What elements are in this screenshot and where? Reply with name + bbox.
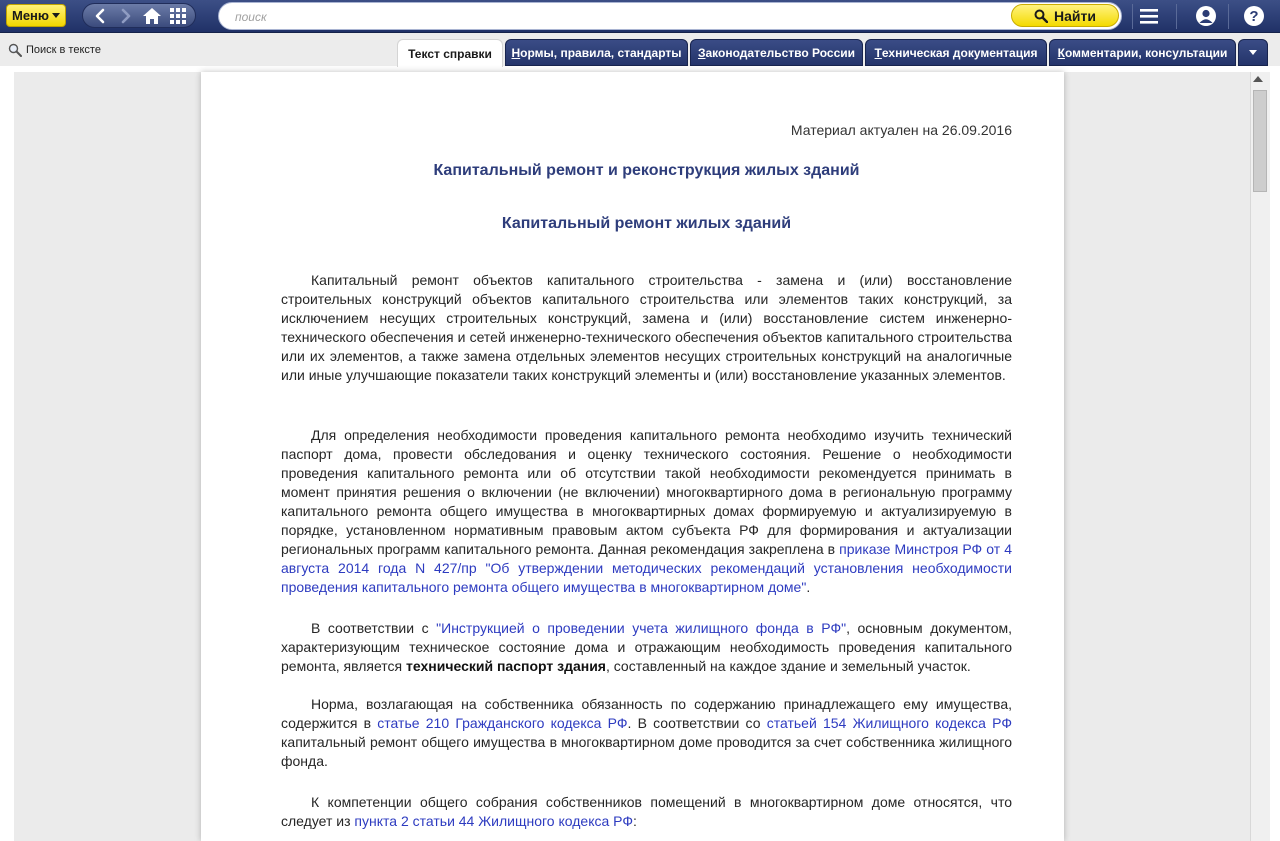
tab-help-text[interactable] <box>397 39 503 67</box>
search-in-text-link[interactable] <box>8 43 101 57</box>
paragraph <box>281 695 1012 771</box>
divider <box>1132 4 1133 29</box>
navigation-group <box>82 3 196 28</box>
search-in-text-label: Поиск в тексте <box>26 44 101 56</box>
search-box <box>218 2 1122 30</box>
document-link[interactable]: приказе Минстроя РФ от 4 августа 2014 года N 427/пр "Об утверждении методических рекомендаций установления необходимости проведения капитального ремонта общего имущества в многоквартирном доме" <box>281 541 1013 595</box>
section-title: Капитальный ремонт жилых зданий <box>501 215 792 232</box>
tab-label: ормы, правила, стандарты <box>520 45 682 60</box>
chevron-down-icon <box>52 13 60 18</box>
user-icon[interactable] <box>1192 3 1220 29</box>
paragraph-text: . В соответствии со <box>627 715 767 731</box>
paragraph-text: : <box>632 813 637 829</box>
scrollbar-thumb[interactable] <box>1253 90 1267 192</box>
document-link[interactable]: статьей 154 Жилищного кодекса РФ <box>766 715 1012 731</box>
paragraph-text: , основным документом, характеризующим техническое состояние дома и отражающим необходимость проведения капитального ремонта, является <box>281 620 1013 674</box>
tab-label: Текст справки <box>408 46 492 61</box>
actuality-date: Материал актуален на 26.09.2016 <box>790 122 1012 138</box>
tab-label: ехническая документация <box>881 45 1038 60</box>
tab-label-hotkey: Т <box>874 45 882 60</box>
bold-term: технический паспорт здания <box>406 658 606 674</box>
back-icon[interactable] <box>89 6 111 26</box>
tab-norms[interactable] <box>505 39 688 66</box>
document-title: Капитальный ремонт и реконструкция жилых зданий <box>433 162 860 179</box>
paragraph-text: В соответствии с <box>311 620 437 636</box>
magnifier-icon <box>8 43 22 57</box>
scroll-up-arrow-icon[interactable] <box>1253 76 1263 82</box>
tab-legislation[interactable] <box>690 39 863 66</box>
divider <box>1176 4 1177 29</box>
tab-technical-docs[interactable] <box>865 39 1047 66</box>
paragraph-text: К компетенции общего собрания собственников помещений в многоквартирном доме относятся, что следует из <box>281 794 1012 829</box>
search-input[interactable] <box>233 7 997 27</box>
tab-label-hotkey: К <box>1057 45 1065 60</box>
paragraph-text: , составленный на каждое здание и земельный участок. <box>605 658 971 674</box>
paragraph <box>281 793 1012 831</box>
divider <box>1228 4 1229 29</box>
menu-button[interactable] <box>6 4 66 27</box>
document-link[interactable]: пункта 2 статьи 44 Жилищного кодекса РФ <box>354 813 633 829</box>
menu-button-label: Меню <box>11 8 49 23</box>
svg-text:?: ? <box>1249 8 1259 25</box>
paragraph-text: капитальный ремонт общего имущества в многоквартирном доме проводится за счет собственника жилищного фонда. <box>281 734 1012 769</box>
find-button[interactable] <box>1011 4 1119 27</box>
grid-icon[interactable] <box>167 6 189 26</box>
paragraph-text: Для определения необходимости проведения капитального ремонта необходимо изучить технический паспорт дома, провести обследования и оценку технического состояния. Решение о необходимости проведения капитального ремонта или об отсутствии такой необходимости рекомендуется принимать в момент принятия решения о включении (не включении) многоквартирного дома в региональную программу капитального ремонта общего имущества в многоквартирных домах формируемую и актуализируемую в порядке, установленном нормативным правовым актом субъекта РФ для формирования и актуализации региональных программ капитального ремонта. Данная рекомендация закреплена в <box>281 427 1012 557</box>
tab-label-hotkey: Н <box>511 45 521 60</box>
paragraph <box>281 619 1012 676</box>
search-icon <box>1034 9 1048 23</box>
paragraph: Капитальный ремонт объектов капитального строительства - замена и (или) восстановление строительных конструкций объектов капитального строительства или элементов таких конструкций, за исключением несущих строительных конструкций, замена и (или) восстановление систем инженерно-технического обеспечения и сетей инженерно-технического обеспечения объектов капитального строительства или их элементов, а также замена отдельных элементов несущих строительных конструкций на аналогичные или иные улучшающие показатели таких конструкций элементы и (или) восстановление указанных элементов. <box>281 272 1012 383</box>
tab-label-hotkey: З <box>697 45 706 60</box>
paragraph <box>281 426 1012 597</box>
document-link[interactable]: "Инструкцией о проведении учета жилищного фонда в РФ" <box>436 620 847 636</box>
tab-label: омментарии, консультации <box>1064 45 1228 60</box>
chevron-down-icon <box>1249 50 1257 56</box>
forward-icon[interactable] <box>115 6 137 26</box>
tab-label: аконодательство России <box>705 45 856 60</box>
top-toolbar <box>0 0 1280 33</box>
paragraph-text: Норма, возлагающая на собственника обязанность по содержанию принадлежащего ему имущества, содержится в <box>281 696 1012 731</box>
tab-comments[interactable] <box>1049 39 1236 66</box>
hamburger-icon[interactable] <box>1135 3 1163 29</box>
document-link[interactable]: статье 210 Гражданского кодекса РФ <box>377 715 628 731</box>
find-button-label: Найти <box>1054 7 1096 24</box>
tabs-more-button[interactable] <box>1238 39 1268 66</box>
home-icon[interactable] <box>141 6 163 26</box>
help-icon[interactable] <box>1240 3 1268 29</box>
paragraph-text: . <box>806 579 811 595</box>
